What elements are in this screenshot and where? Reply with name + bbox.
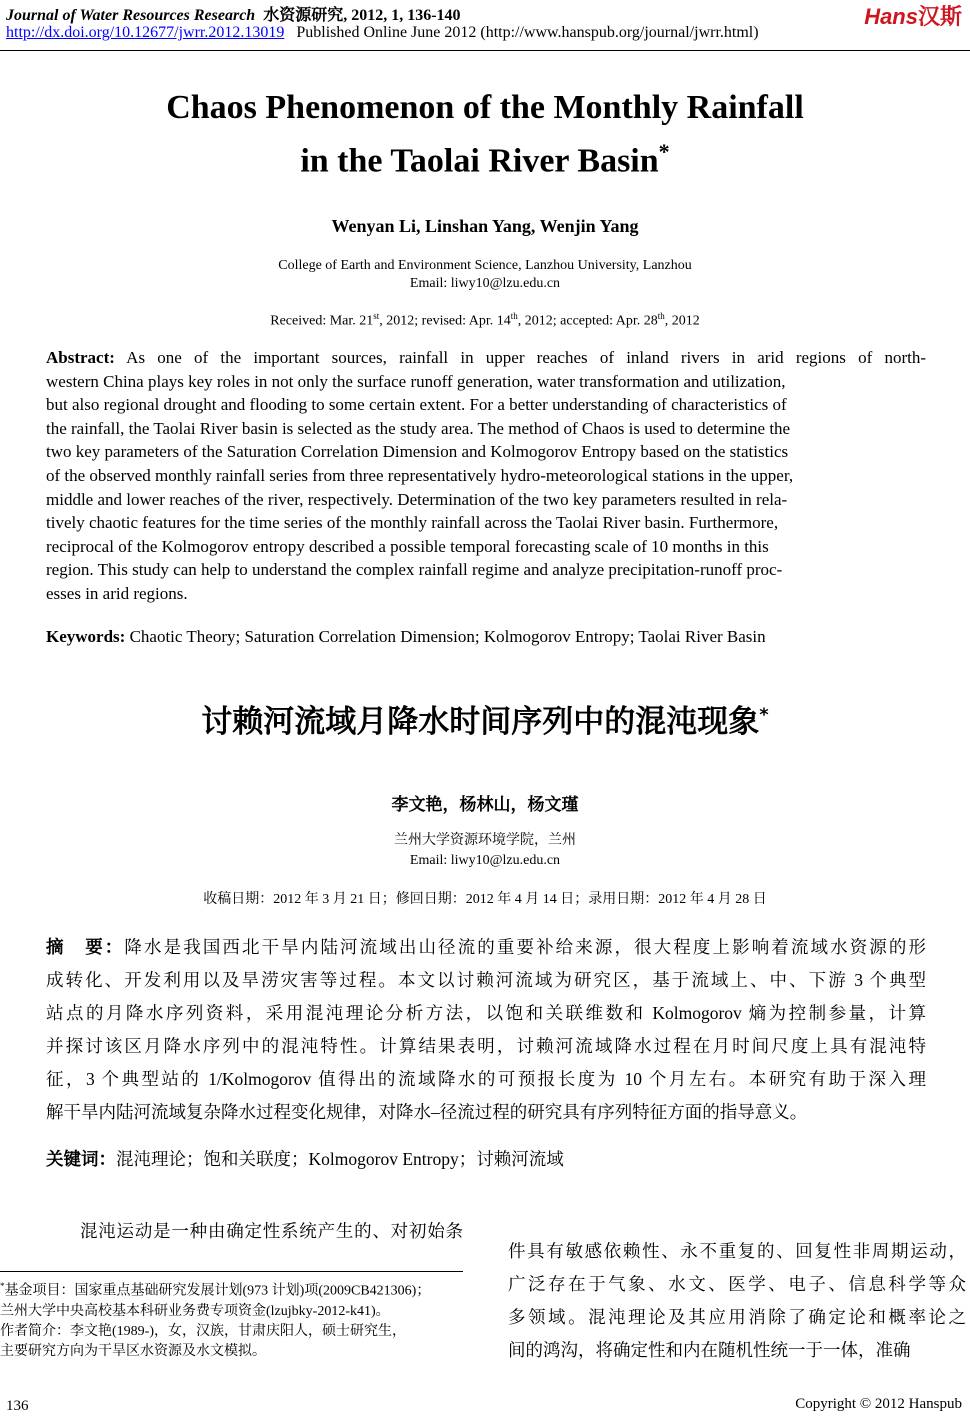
affiliation-block [0,257,970,293]
text-line: reciprocal of the Kolmogorov entropy described a possible temporal forecasting scale of 10 months in this [46,536,769,556]
cn-title-text: 讨赖河流域月降水时间序列中的混沌现象 [201,704,760,740]
text-line: 多领域。混沌理论及其应用消除了确定论和概率论之 [508,1307,966,1327]
keywords [46,627,766,647]
received-dates [0,311,970,330]
footnote-line [0,1322,465,1342]
footnote-line [0,1342,465,1362]
year-text: , 2012 [664,313,700,329]
published-info: Published Online June 2012 (http://www.hanspub.org/journal/jwrr.html) [296,24,759,41]
text-line: western China plays key roles in not only the surface runoff generation, water transformation and utilization, [46,371,786,391]
footnote-line [0,1302,465,1322]
email: Email: liwy10@lzu.edu.cn [409,276,561,291]
section-label: Abstract: [46,348,115,367]
text-line: of the observed monthly rainfall series from three representatively hydro-meteorological stations in the upper, [46,465,794,485]
footnote-text: 兰州大学中央高校基本科研业务费专项资金(lzujbky-2012-k41)。 [0,1303,390,1319]
journal-issue: 水资源研究, 2012, 1, 136-140 [263,7,461,24]
chinese-authors: 李文艳，杨林山，杨文瑾 [391,795,579,814]
accepted-text: , 2012; accepted: Apr. 28 [517,313,658,329]
text-line: but also regional drought and flooding to some certain extent. For a better understanding of characteristics of [46,395,787,415]
chinese-received-dates: 收稿日期：2012 年 3 月 21 日；修回日期：2012 年 4 月 14 日；录用日期：2012 年 4 月 28 日 [203,892,767,907]
page-number: 136 [6,1398,29,1414]
body-left-column: 混沌运动是一种由确定性系统产生的、对初始条 [80,1221,463,1241]
received-text: Received: Mar. 21 [270,313,374,329]
text-line: tively chaotic features for the time series of the monthly rainfall across the Taolai River basin. Furthermore, [46,513,779,533]
body-right-column [508,1235,966,1367]
text-line [46,346,926,370]
text-line: 站点的月降水序列资料，采用混沌理论分析方法，以饱和关联维数和 Kolmogorov 熵为控制参量，计算 [46,1003,926,1023]
sup: th [510,311,518,321]
footnote-text: 基金项目：国家重点基础研究发展计划(973 计划)项(2009CB421306)； [4,1283,431,1299]
abstract [46,346,926,606]
cn-affiliation: 兰州大学资源环境学院，兰州 [394,833,576,848]
text-line: 征，3 个典型站的 1/Kolmogorov 值得出的流域降水的可预报长度为 10 个月左右。本研究有助于深入理 [46,1069,926,1089]
text-line: 广泛存在于气象、水文、医学、电子、信息科学等众 [508,1274,966,1294]
affiliation: College of Earth and Environment Science, Lanzhou University, Lanzhou [278,258,692,273]
cn-keywords-label: 关键词： [46,1149,116,1169]
journal-header [6,2,461,25]
text-line: 成转化、开发利用以及旱涝灾害等过程。本文以讨赖河流域为研究区，基于流域上、中、下游 3 个典型 [46,970,926,990]
header-rule [0,50,970,51]
text-line: region. This study can help to understand the complex rainfall regime and analyze precipitation-runoff proc- [46,560,783,580]
line-text: As one of the important sources, rainfall in upper reaches of inland rivers in arid regions of north- [114,348,926,367]
authors: Wenyan Li, Linshan Yang, Wenjin Yang [331,216,639,236]
text-line: 间的鸿沟，将确定性和内在随机性统一于一体，准确 [508,1340,911,1360]
title-footnote-mark: * [658,139,670,164]
title-line-1: Chaos Phenomenon of the Monthly Rainfall [166,89,804,126]
hans-logo [864,0,962,31]
footnote-mark: * [0,1281,5,1291]
paper-title [0,86,970,183]
footnote-text: 作者简介：李文艳(1989-)，女，汉族，甘肃庆阳人，硕士研究生， [0,1323,406,1339]
text-line: middle and lower reaches of the river, respectively. Determination of the two key parameters resulted in rela- [46,489,788,509]
footnote-line [0,1276,465,1302]
copyright: Copyright © 2012 Hanspub [795,1396,962,1412]
sup: st [373,311,380,321]
text-line: esses in arid regions. [46,583,188,603]
chinese-title [0,696,970,741]
journal-name: Journal of Water Resources Research [6,7,256,24]
chinese-abstract [46,931,926,1129]
publication-line [6,24,759,42]
text-line: 并探讨该区月降水序列中的混沌特性。计算结果表明，讨赖河流域降水过程在月时间尺度上具有混沌特 [46,1036,926,1056]
text-line: two key parameters of the Saturation Correlation Dimension and Kolmogorov Entropy based on the statistics [46,442,789,462]
line-text: 降水是我国西北干旱内陆河流域出山径流的重要补给来源，很大程度上影响着流域水资源的形 [124,937,927,957]
cn-title-mark: * [759,704,769,726]
revised-text: , 2012; revised: Apr. 14 [379,313,511,329]
cn-email: Email: liwy10@lzu.edu.cn [409,853,561,868]
sup: th [657,311,665,321]
logo-cn: 汉斯 [917,4,962,29]
chinese-affiliation-block [0,831,970,871]
footnote-rule [0,1271,463,1272]
text-line [46,931,926,964]
text-line: the rainfall, the Taolai River basin is selected as the study area. The method of Chaos is used to determine the [46,418,791,438]
text-line: 件具有敏感依赖性、永不重复的、回复性非周期运动， [508,1241,966,1261]
keywords-label: Keywords: [46,627,126,646]
keywords-text: Chaotic Theory; Saturation Correlation Dimension; Kolmogorov Entropy; Taolai River Basin [125,627,766,646]
footnote-text: 主要研究方向为干旱区水资源及水文模拟。 [0,1343,266,1359]
doi-link[interactable]: http://dx.doi.org/10.12677/jwrr.2012.13019 [6,24,285,41]
title-line-2: in the Taolai River Basin [300,142,659,180]
section-label: 摘 要： [46,937,125,957]
chinese-keywords [46,1146,564,1171]
footnote [0,1276,465,1362]
logo-en: Hans [864,4,918,29]
text-line: 解干旱内陆河流域复杂降水过程变化规律，对降水–径流过程的研究具有序列特征方面的指导意义。 [46,1102,808,1122]
cn-keywords-text: 混沌理论；饱和关联度；Kolmogorov Entropy；讨赖河流域 [116,1149,564,1169]
